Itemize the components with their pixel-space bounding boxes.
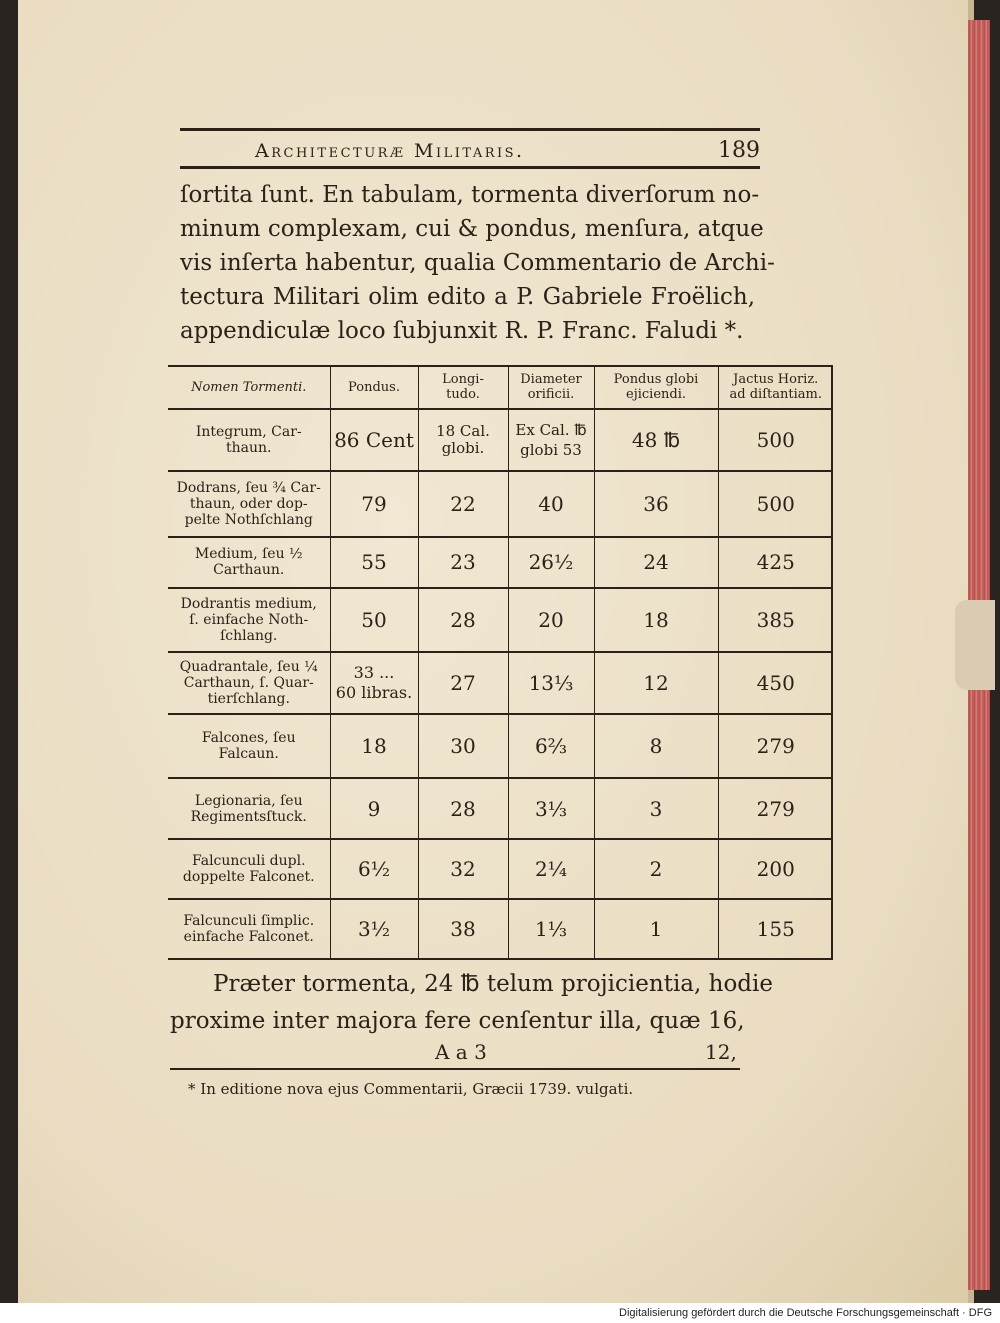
header-rule-bottom: [180, 166, 760, 169]
table-cell-jactus: 385: [718, 588, 833, 652]
table-cell-longitudo: 38: [418, 899, 508, 959]
text-line: appendiculæ loco ſubjunxit R. P. Franc. Faludi *.: [180, 318, 744, 344]
table-cell-diameter: 3⅓: [508, 778, 594, 840]
table-cell-longitudo: 32: [418, 839, 508, 899]
table-cell-pondus: 86 Cent: [330, 409, 418, 471]
page-number: 189: [718, 138, 760, 163]
table-cell-pondus: 18: [330, 714, 418, 778]
running-head: [180, 138, 760, 168]
table-cell-globus: 36: [594, 471, 718, 537]
table-row: [168, 588, 833, 652]
table-cell-jactus: 450: [718, 652, 833, 714]
table-cell-globus: 2: [594, 839, 718, 899]
table-row: [168, 839, 833, 899]
table-cell-diameter: 2¼: [508, 839, 594, 899]
table-cell-pondus: 55: [330, 537, 418, 588]
table-cell-globus: 24: [594, 537, 718, 588]
table-cell-longitudo: 23: [418, 537, 508, 588]
table-cell-name: Medium, ſeu ½ Carthaun.: [168, 537, 330, 588]
table-cell-pondus: 33 ... 60 libras.: [330, 652, 418, 714]
table-row: [168, 471, 833, 537]
text-line: tectura Militari olim edito a P. Gabriele Froëlich,: [180, 284, 755, 310]
table-cell-pondus: 79: [330, 471, 418, 537]
table-cell-name: Quadrantale, ſeu ¼ Carthaun, ſ. Quar- tierſchlang.: [168, 652, 330, 714]
table-cell-diameter: 20: [508, 588, 594, 652]
table-cell-globus: 18: [594, 588, 718, 652]
table-cell-diameter: 6⅔: [508, 714, 594, 778]
text-line: ſortita ſunt. En tabulam, tormenta diverſorum no-: [180, 182, 760, 208]
table-cell-pondus: 9: [330, 778, 418, 840]
table-cell-longitudo: 30: [418, 714, 508, 778]
table-cell-name: Falcunculi ſimplic. einfache Falconet.: [168, 899, 330, 959]
catchword: 12,: [705, 1040, 737, 1064]
digitization-banner: Digitalisierung gefördert durch die Deutsche Forschungsgemeinschaft · DFG: [0, 1303, 1000, 1323]
table-cell-longitudo: 18 Cal. globi.: [418, 409, 508, 471]
footnote-rule: [170, 1068, 740, 1070]
table-row: [168, 409, 833, 471]
footnote: * In editione nova ejus Commentarii, Græcii 1739. vulgati.: [188, 1080, 634, 1098]
table-cell-globus: 48 ℔: [594, 409, 718, 471]
text-line: minum complexam, cui & pondus, menſura, atque: [180, 216, 764, 242]
table-row: [168, 899, 833, 959]
table-cell-name: Falcunculi dupl. doppelte Falconet.: [168, 839, 330, 899]
table-cell-name: Falcones, ſeu Falcaun.: [168, 714, 330, 778]
table-cell-globus: 8: [594, 714, 718, 778]
text-line: Præter tormenta, 24 ℔ telum projicientia, hodie: [213, 971, 773, 997]
table-cell-diameter: 13⅓: [508, 652, 594, 714]
col-header-jactus: Jactus Horiz. ad diſtantiam.: [718, 366, 833, 409]
table-row: [168, 714, 833, 778]
table-cell-jactus: 425: [718, 537, 833, 588]
text-line: proxime inter majora fere cenſentur illa, quæ 16,: [170, 1008, 745, 1034]
table-cell-name: Dodrans, ſeu ¾ Car- thaun, oder dop- pelte Nothſchlang: [168, 471, 330, 537]
col-header-diameter: Diameter orificii.: [508, 366, 594, 409]
table-cell-longitudo: 22: [418, 471, 508, 537]
table-cell-jactus: 200: [718, 839, 833, 899]
table-cell-jactus: 500: [718, 409, 833, 471]
col-header-longitudo: Longi- tudo.: [418, 366, 508, 409]
col-header-pondus: Pondus.: [330, 366, 418, 409]
table-row: [168, 537, 833, 588]
page-tab: [955, 600, 995, 690]
header-rule-top: [180, 128, 760, 131]
table-cell-name: Dodrantis medium, ſ. einfache Noth- ſchlang.: [168, 588, 330, 652]
table-row: [168, 778, 833, 840]
table-cell-name: Integrum, Car- thaun.: [168, 409, 330, 471]
table-cell-pondus: 3½: [330, 899, 418, 959]
table-cell-globus: 1: [594, 899, 718, 959]
text-line: vis inſerta habentur, qualia Commentario de Archi-: [180, 250, 775, 276]
table-cell-diameter: Ex Cal. ℔ globi 53: [508, 409, 594, 471]
table-cell-longitudo: 28: [418, 588, 508, 652]
table-cell-diameter: 26½: [508, 537, 594, 588]
table-cell-globus: 3: [594, 778, 718, 840]
table-cell-longitudo: 28: [418, 778, 508, 840]
table-cell-jactus: 155: [718, 899, 833, 959]
table-cell-jactus: 500: [718, 471, 833, 537]
table-cell-pondus: 6½: [330, 839, 418, 899]
signature-mark: A a 3: [435, 1040, 487, 1064]
col-header-pondus-globi: Pondus globi ejiciendi.: [594, 366, 718, 409]
table-cell-diameter: 40: [508, 471, 594, 537]
col-header-name: Nomen Tormenti.: [168, 366, 330, 409]
table-cell-diameter: 1⅓: [508, 899, 594, 959]
table-cell-name: Legionaria, ſeu Regimentsſtuck.: [168, 778, 330, 840]
table-row: [168, 652, 833, 714]
table-cell-jactus: 279: [718, 714, 833, 778]
cannon-table: [168, 366, 833, 960]
body-paragraph: [180, 178, 775, 348]
table-cell-longitudo: 27: [418, 652, 508, 714]
table-cell-pondus: 50: [330, 588, 418, 652]
table-cell-globus: 12: [594, 652, 718, 714]
table-cell-jactus: 279: [718, 778, 833, 840]
following-paragraph: [170, 966, 773, 1040]
running-title: Architecturæ Militaris.: [255, 140, 525, 162]
table-header-row: [168, 366, 833, 409]
